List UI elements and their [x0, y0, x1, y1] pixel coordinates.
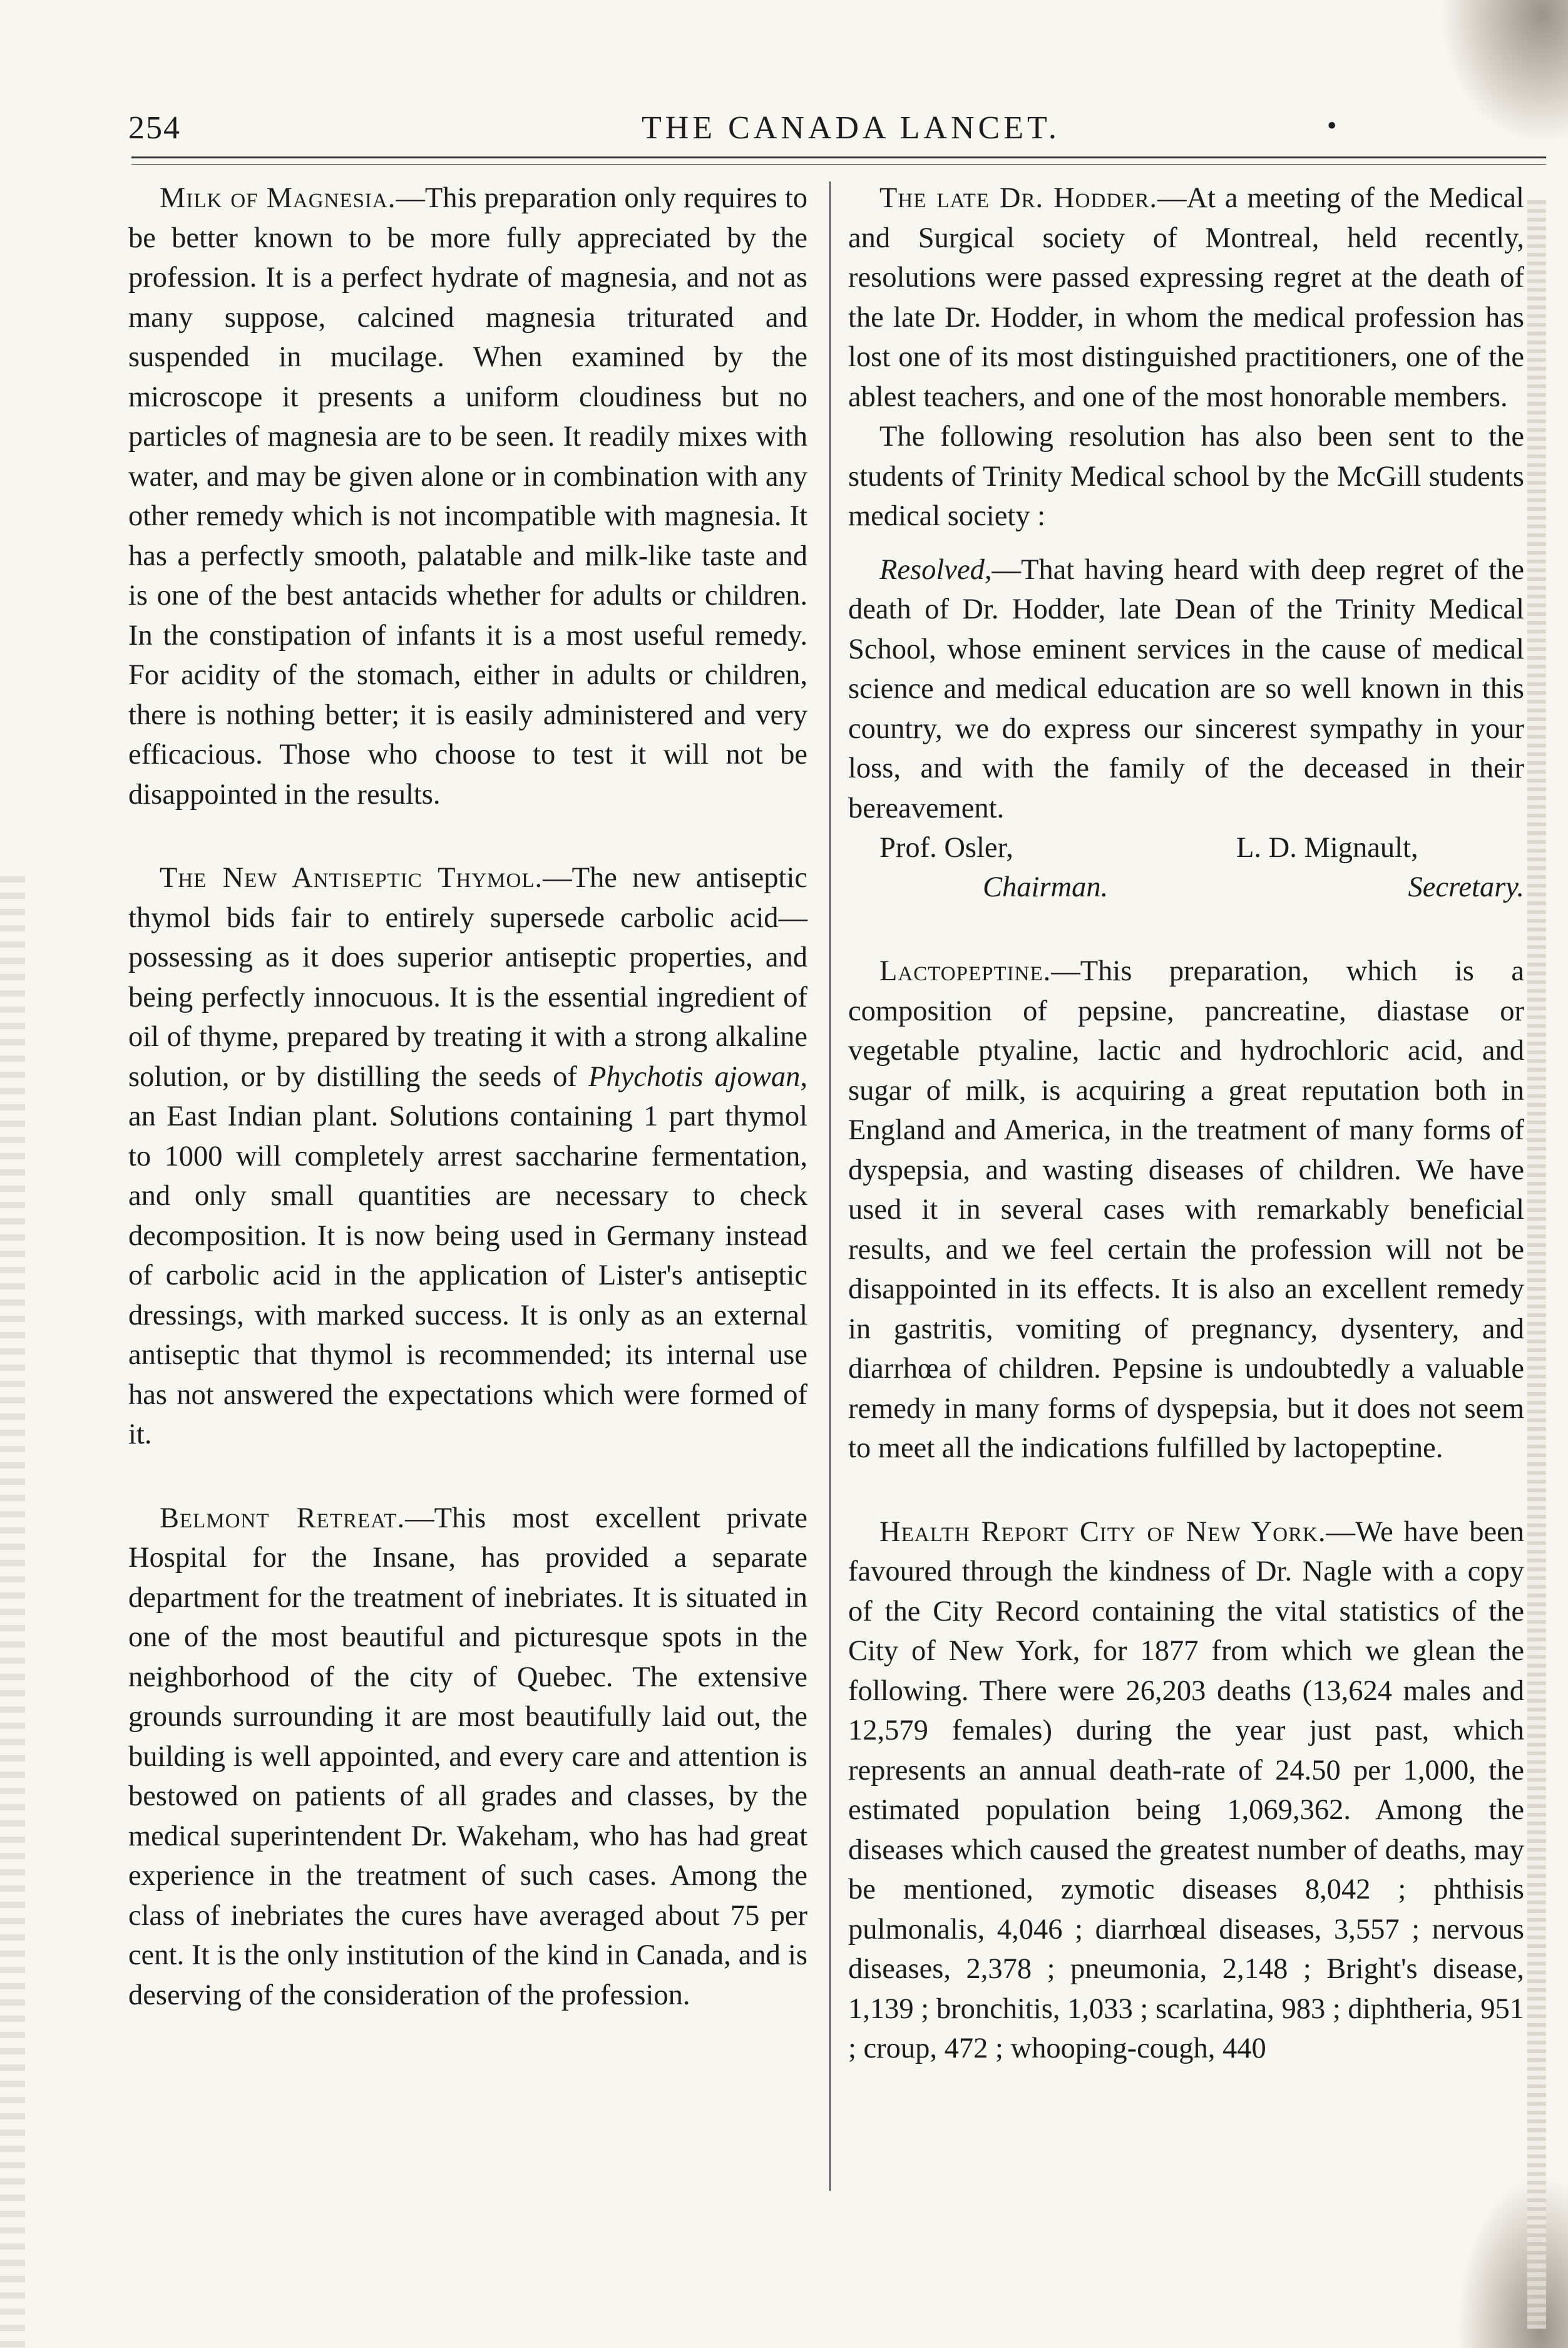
article-title: Belmont Retreat.	[160, 1502, 406, 1534]
resolution-body: —That having heard with deep regret of the death of Dr. Hodder, late Dean of the Trinity Medical School, whose eminent services in the cause of medical science and medical education are so well known in this country, we do express our sincerest sympathy in your loss, and with the family of the deceased in their bereavement.	[848, 553, 1524, 824]
article-title: Milk of Magnesia.	[160, 182, 396, 214]
article-body: —This preparation, which is a composition of pepsine, pancreatine, diastase or vegetable ptyaline, lactic and hydrochloric acid, and sugar of milk, is acquiring a great reputation both in England and America, in the treatment of many forms of dyspepsia, and wasting diseases of children. We have used it in several cases with remarkably beneficial results, and we feel certain the profession will not be disappointed in its effects. It is also an excellent remedy in gastritis, vomiting of pregnancy, dysentery, and diarrhœa of children. Pepsine is undoubtedly a valuable remedy in many forms of dyspepsia, but it does not seem to meet all the indications fulfilled by lactopeptine.	[848, 955, 1524, 1464]
left-column	[128, 178, 807, 2015]
resolution	[848, 550, 1524, 829]
article-milk-of-magnesia	[128, 178, 807, 814]
binding-edge	[1527, 200, 1546, 2329]
header-rule	[131, 164, 1546, 165]
running-header	[128, 110, 1530, 160]
article-title: The New Antiseptic Thymol.	[160, 862, 543, 894]
article-body: —This most excellent private Hospital for the Insane, has provided a separate department for the treatment of inebriates. It is situated in one of the most beautiful and picturesque spots in the neighborhood of the city of Quebec. The extensive grounds surrounding it are most beautifully laid out, the building is well appointed, and every care and attention is bestowed on patients of all grades and classes, by the medical superintendent Dr. Wakeham, who has had great experience in the treatment of such cases. Among the class of inebriates the cures have averaged about 75 per cent. It is the only institution of the kind in Canada, and is deserving of the consideration of the profession.	[128, 1502, 807, 2011]
journal-title: THE CANADA LANCET.	[642, 110, 1060, 146]
article-hodder	[848, 178, 1524, 417]
signature-name: L. D. Mignault,	[1236, 832, 1418, 864]
header-rule	[131, 156, 1546, 158]
signature-role: Secretary.	[1408, 871, 1524, 903]
signature-name: Prof. Osler,	[879, 832, 1013, 864]
article-body: —We have been favoured through the kindness of Dr. Nagle with a copy of the City Record containing the vital statistics of the City of New York, for 1877 from which we glean the following. There were 26,203 deaths (13,624 males and 12,579 females) during the year just past, which represents an annual death-rate of 24.50 per 1,000, the estimated population being 1,069,362. Among the diseases which caused the greatest number of deaths, may be mentioned, zymotic diseases 8,042 ; phthisis pulmonalis, 4,046 ; diarrhœal diseases, 3,557 ; nervous diseases, 2,378 ; pneumonia, 2,148 ; Bright's disease, 1,139 ; bronchitis, 1,033 ; scarlatina, 983 ; diphtheria, 951 ; croup, 472 ; whooping-cough, 440	[848, 1515, 1524, 2064]
article-title: Health Report City of New York.	[879, 1515, 1326, 1548]
article-body: , an East Indian plant. Solutions containing 1 part thymol to 1000 will completely arrest saccharine fermentation, and only small quantities are necessary to check decomposition. It is now being used in Germany instead of carbolic acid in the application of Lister's antiseptic dressings, with marked success. It is only as an external antiseptic that thymol is recommended; its internal use has not answered the expectations which were formed of it.	[128, 1060, 807, 1450]
article-lactopeptine	[848, 951, 1524, 1469]
article-body: —At a meeting of the Medical and Surgical society of Montreal, held recently, resolutions were passed expressing regret at the death of the late Dr. Hodder, in whom the medical profession has lost one of its most distinguished practitioners, one of the ablest teachers, and one of the most honorable members.	[848, 182, 1524, 413]
signature-role: Chairman.	[983, 871, 1109, 903]
article-belmont-retreat	[128, 1499, 807, 2016]
article-body: —This preparation only requires to be better known to be more fully appreciated by the profession. It is a perfect hydrate of magnesia, and not as many suppose, calcined magnesia triturated and suspended in mucilage. When examined by the microscope it presents a uniform cloudiness but no particles of magnesia are to be seen. It readily mixes with water, and may be given alone or in combination with any other remedy which is not incompatible with magnesia. It has a perfectly smooth, palatable and milk-like taste and is one of the best antacids whether for adults or children. In the constipation of infants it is a most useful remedy. For acidity of the stomach, either in adults or children, there is nothing better; it is easily administered and very efficacious. Those who choose to test it will not be disappointed in the results.	[128, 182, 807, 811]
article-thymol	[128, 858, 807, 1455]
page-number: 254	[128, 110, 181, 146]
page-stain	[1458, 2178, 1568, 2348]
signatures	[848, 828, 1524, 908]
article-hodder-para2: The following resolution has also been sent to the students of Trinity Medical school by the McGill students medical society :	[848, 421, 1524, 532]
article-health-report	[848, 1512, 1524, 2069]
column-divider	[829, 182, 831, 2191]
article-title: The late Dr. Hodder.	[879, 182, 1157, 214]
header-mark: •	[1327, 110, 1338, 141]
article-title: Lactopeptine.	[879, 955, 1052, 987]
right-column	[848, 178, 1524, 2069]
article-body: —The new antiseptic thymol bids fair to entirely supersede carbolic acid—possessing as it does superior antiseptic properties, and being perfectly innocuous. It is the essential ingredient of oil of thyme, prepared by treating it with a strong alkaline solution, or by distilling the seeds of	[128, 862, 808, 1093]
resolved-label: Resolved,	[879, 553, 992, 586]
page-edge	[0, 876, 25, 2348]
italic-term: Phychotis ajowan	[588, 1060, 801, 1093]
